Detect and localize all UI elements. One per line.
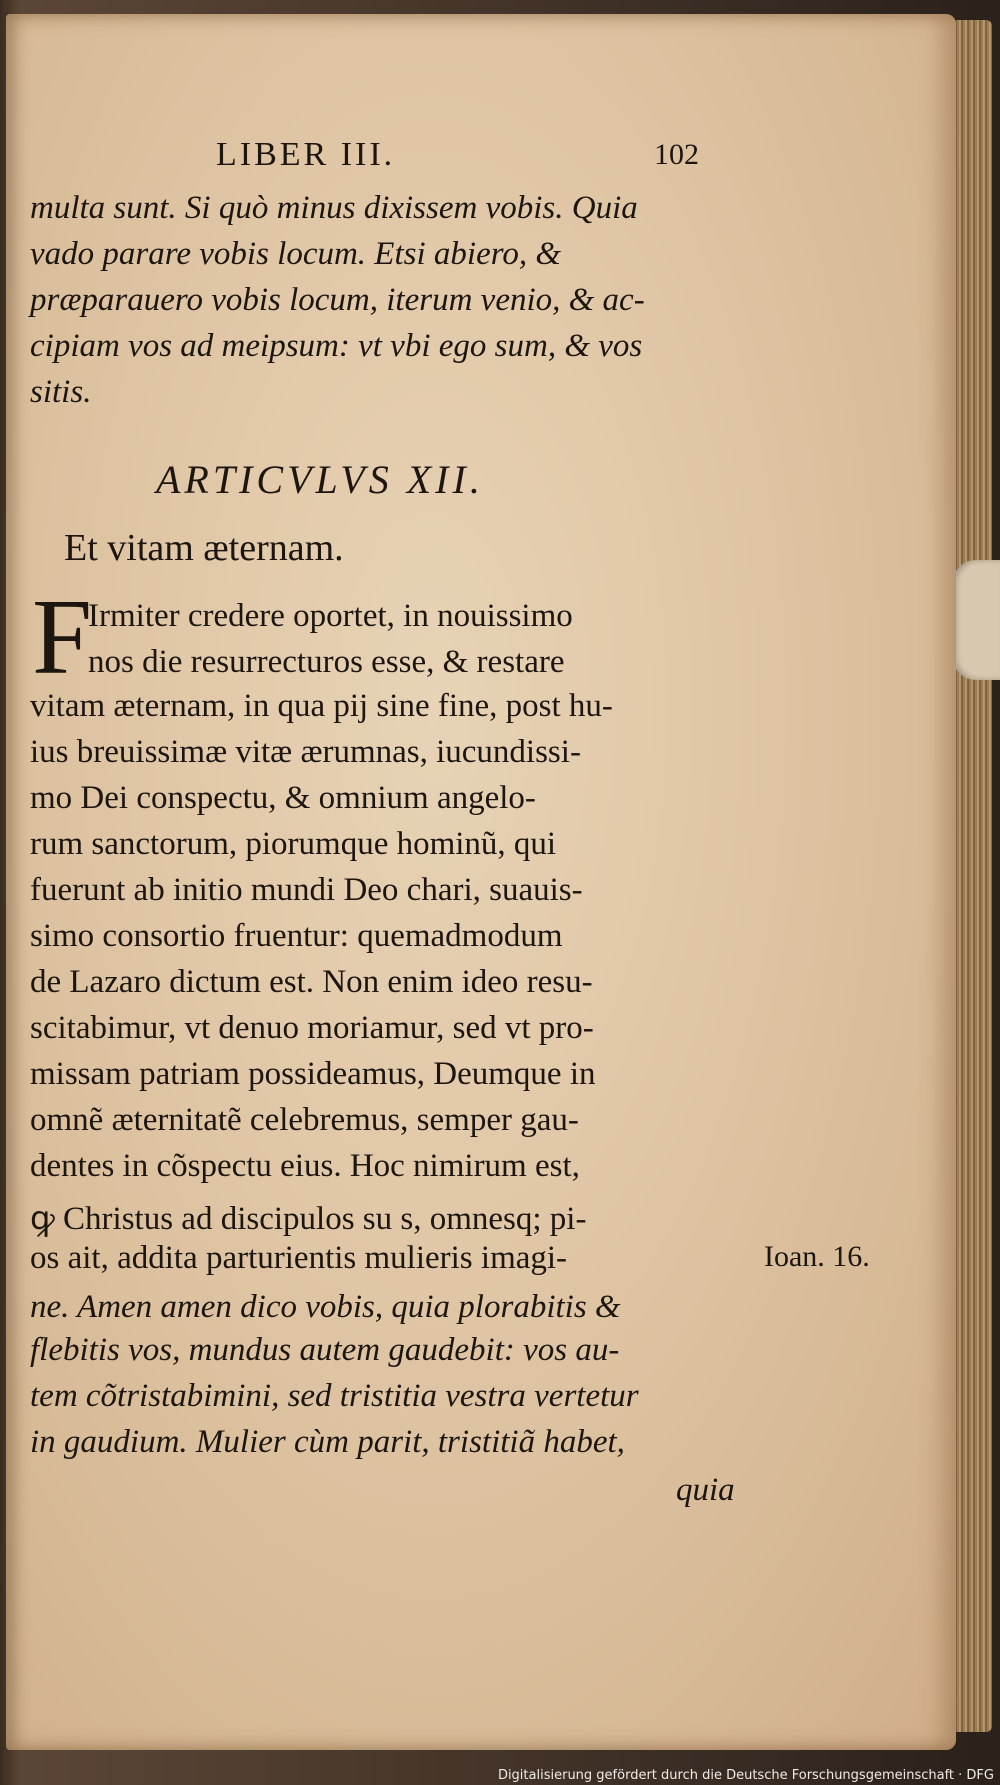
text-line: multa sunt. Si quò minus dixissem vobis. Quia [30,190,638,226]
page-edges [952,20,992,1732]
text-line: tem cõtristabimini, sed tristitia vestra vertetur [30,1378,639,1414]
running-head: LIBER III. [216,136,396,173]
text-line: dentes in cõspectu eius. Hoc nimirum est, [30,1148,580,1184]
article-subheading: Et vitam æternam. [64,527,344,569]
text-line: ius breuissimæ vitæ ærumnas, iucundissi- [30,734,581,770]
page-number: 102 [654,138,699,171]
text-line: cipiam vos ad meipsum: vt vbi ego sum, & vos [30,328,643,364]
text-line: fuerunt ab initio mundi Deo chari, suauis- [30,872,583,908]
margin-note: Ioan. 16. [764,1240,870,1273]
text-line: ꝙ Christus ad discipulos su s, omnesq; pi- [30,1201,587,1237]
article-heading: ARTICVLVS XII. [156,457,484,502]
book-clasp [952,560,1000,680]
text-line: missam patriam possideamus, Deumque in [30,1056,596,1092]
text-line: de Lazaro dictum est. Non enim ideo resu- [30,964,593,1000]
text-line: vitam æternam, in qua pij sine fine, post hu- [30,688,613,724]
text-line: mo Dei conspectu, & omnium angelo- [30,780,536,816]
text-line: os ait, addita parturientis mulieris imagi- [30,1240,568,1276]
text-line: omnẽ æternitatẽ celebremus, semper gau- [30,1102,579,1138]
text-line: rum sanctorum, piorumque hominũ, qui [30,826,557,862]
text-line: Irmiter credere oportet, in nouissimo [88,598,573,634]
text-line: sitis. [30,374,92,410]
text-line: scitabimur, vt denuo moriamur, sed vt pro- [30,1010,594,1046]
text-line: in gaudium. Mulier cùm parit, tristitiã habet, [30,1424,625,1460]
text-line: vado parare vobis locum. Etsi abiero, & [30,236,561,272]
catchword: quia [676,1472,735,1508]
text-line [30,1286,621,1326]
text-line-italic: ne. Amen amen dico vobis, quia plorabitis & [30,1289,621,1325]
book-page [6,14,956,1750]
drop-cap: F [32,578,93,697]
text-line: nos die resurrecturos esse, & restare [88,644,565,680]
digitization-credit: Digitalisierung gefördert durch die Deutsche Forschungsgemeinschaft · DFG [497,1768,994,1783]
text-line: simo consortio fruentur: quemadmodum [30,918,563,954]
text-line: flebitis vos, mundus autem gaudebit: vos au- [30,1332,620,1368]
text-line: præparauero vobis locum, iterum venio, & ac- [30,282,645,318]
